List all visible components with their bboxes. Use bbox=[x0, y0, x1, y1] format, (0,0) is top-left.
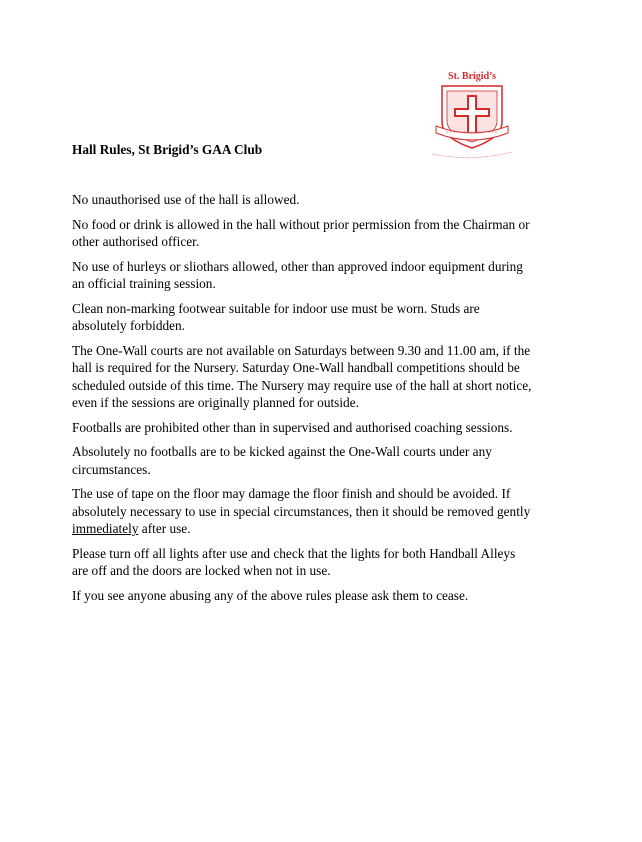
rule-text: The use of tape on the floor may damage the floor finish and should be avoided. If absolutely necessary to use in special circumstances, then it should be removed gently bbox=[72, 486, 531, 519]
rule-text: after use. bbox=[138, 521, 191, 536]
rule-item: Please turn off all lights after use and check that the lights for both Handball Alleys are off and the doors are locked when not in use. bbox=[72, 545, 516, 578]
rule-item: No use of hurleys or sliothars allowed, other than approved indoor equipment during an official training session. bbox=[72, 258, 523, 291]
rule-item: Clean non-marking footwear suitable for indoor use must be worn. Studs are absolutely forbidden. bbox=[72, 300, 480, 333]
rule-item: The One-Wall courts are not available on Saturdays between 9.30 and 11.00 am, if the hall is required for the Nursery. Saturday One-Wall handball competitions should be scheduled outside of this time. The Nursery may require use of the hall at short notice, even if the sessions are originally planned for outside. bbox=[72, 342, 532, 410]
rule-item: Absolutely no footballs are to be kicked against the One-Wall courts under any circumstances. bbox=[72, 444, 492, 477]
rule-item: No unauthorised use of the hall is allowed. bbox=[72, 192, 300, 207]
page-title: Hall Rules, St Brigid’s GAA Club bbox=[72, 142, 263, 157]
rules-list bbox=[72, 191, 532, 611]
club-crest-logo bbox=[422, 66, 522, 160]
underlined-emphasis: immediately bbox=[72, 521, 139, 536]
crest-club-name: St. Brigid’s bbox=[448, 71, 496, 82]
rule-item: If you see anyone abusing any of the above rules please ask them to cease. bbox=[72, 587, 469, 603]
crest-shield-icon bbox=[422, 66, 522, 160]
rule-item: Footballs are prohibited other than in supervised and authorised coaching sessions. bbox=[72, 419, 513, 435]
rule-item: No food or drink is allowed in the hall without prior permission from the Chairman or other authorised officer. bbox=[72, 216, 530, 249]
rule-item-tape bbox=[72, 485, 532, 538]
